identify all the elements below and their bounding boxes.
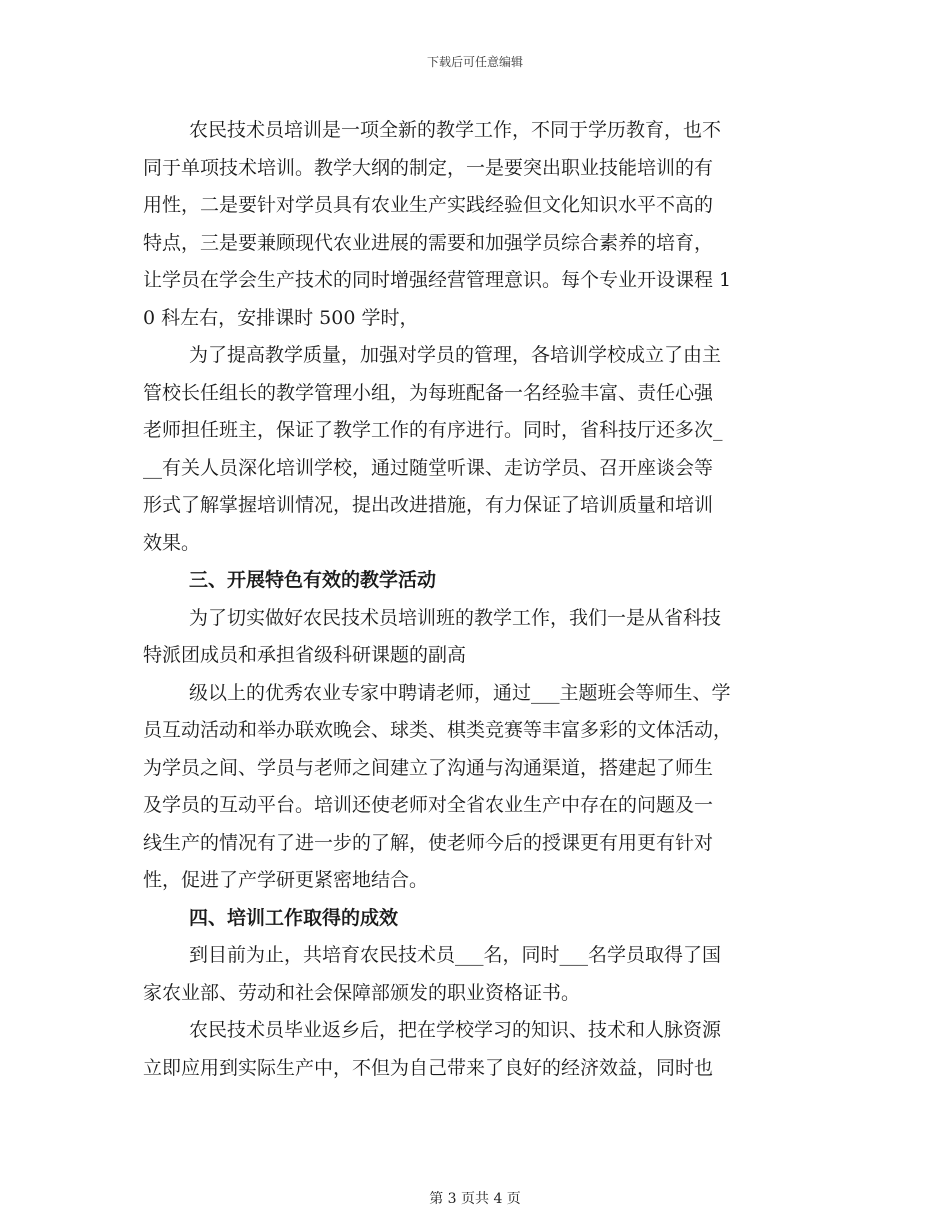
paragraph-line: 农民技术员培训是一项全新的教学工作，不同于学历教育，也不 bbox=[189, 119, 722, 141]
document-body bbox=[143, 112, 813, 1087]
section-heading: 四、培训工作取得的成效 bbox=[189, 906, 399, 929]
paragraph-line: 特派团成员和承担省级科研课题的副高 bbox=[143, 644, 467, 666]
paragraph-line: 家农业部、劳动和社会保障部颁发的职业资格证书。 bbox=[143, 981, 581, 1004]
paragraph-line: 特点，三是要兼顾现代农业进展的需要和加强学员综合素养的培育， bbox=[143, 231, 714, 254]
paragraph-line: 性，促进了产学研更紧密地结合。 bbox=[143, 869, 429, 891]
paragraph-line: 管校长任组长的教学管理小组，为每班配备一名经验丰富、责任心强 bbox=[143, 381, 714, 404]
paragraph-line: 形式了解掌握培训情况，提出改进措施，有力保证了培训质量和培训 bbox=[143, 494, 714, 516]
paragraph-line: 到目前为止，共培育农民技术员___名，同时___名学员取得了国 bbox=[189, 944, 722, 966]
paragraph-line: 为了提高教学质量，加强对学员的管理，各培训学校成立了由主 bbox=[189, 344, 722, 366]
page-header: 下载后可任意编辑 bbox=[426, 55, 523, 69]
paragraph-line: 员互动活动和举办联欢晚会、球类、棋类竞赛等丰富多彩的文体活动， bbox=[143, 719, 733, 741]
paragraph-line: 线生产的情况有了进一步的了解，使老师今后的授课更有用更有针对 bbox=[143, 831, 714, 854]
paragraph-line: 老师担任班主，保证了教学工作的有序进行。同时，省科技厅还多次_ bbox=[143, 419, 723, 441]
paragraph-line: 为了切实做好农民技术员培训班的教学工作，我们一是从省科技 bbox=[189, 606, 722, 629]
paragraph-line: 农民技术员毕业返乡后，把在学校学习的知识、技术和人脉资源 bbox=[189, 1019, 722, 1041]
paragraph-line: 效果。 bbox=[143, 531, 201, 554]
paragraph-line: 级以上的优秀农业专家中聘请老师，通过___主题班会等师生、学 bbox=[189, 681, 731, 704]
section-heading: 三、开展特色有效的教学活动 bbox=[189, 569, 437, 591]
paragraph-line: 让学员在学会生产技术的同时增强经营管理意识。每个专业开设课程 1 bbox=[143, 269, 732, 291]
paragraph-line: 用性，二是要针对学员具有农业生产实践经验但文化知识水平不高的 bbox=[143, 194, 714, 216]
paragraph-line: 0 科左右，安排课时 500 学时， bbox=[143, 306, 419, 329]
paragraph-line: 为学员之间、学员与老师之间建立了沟通与沟通渠道，搭建起了师生 bbox=[143, 756, 714, 779]
paragraph-line: 立即应用到实际生产中，不但为自己带来了良好的经济效益，同时也 bbox=[143, 1056, 714, 1079]
paragraph-line: 同于单项技术培训。教学大纲的制定，一是要突出职业技能培训的有 bbox=[143, 156, 714, 179]
paragraph-line: 及学员的互动平台。培训还使老师对全省农业生产中存在的问题及一 bbox=[143, 794, 714, 816]
paragraph-line: __有关人员深化培训学校，通过随堂听课、走访学员、召开座谈会等 bbox=[143, 456, 714, 479]
page-footer: 第 3 页共 4 页 bbox=[429, 1191, 521, 1207]
